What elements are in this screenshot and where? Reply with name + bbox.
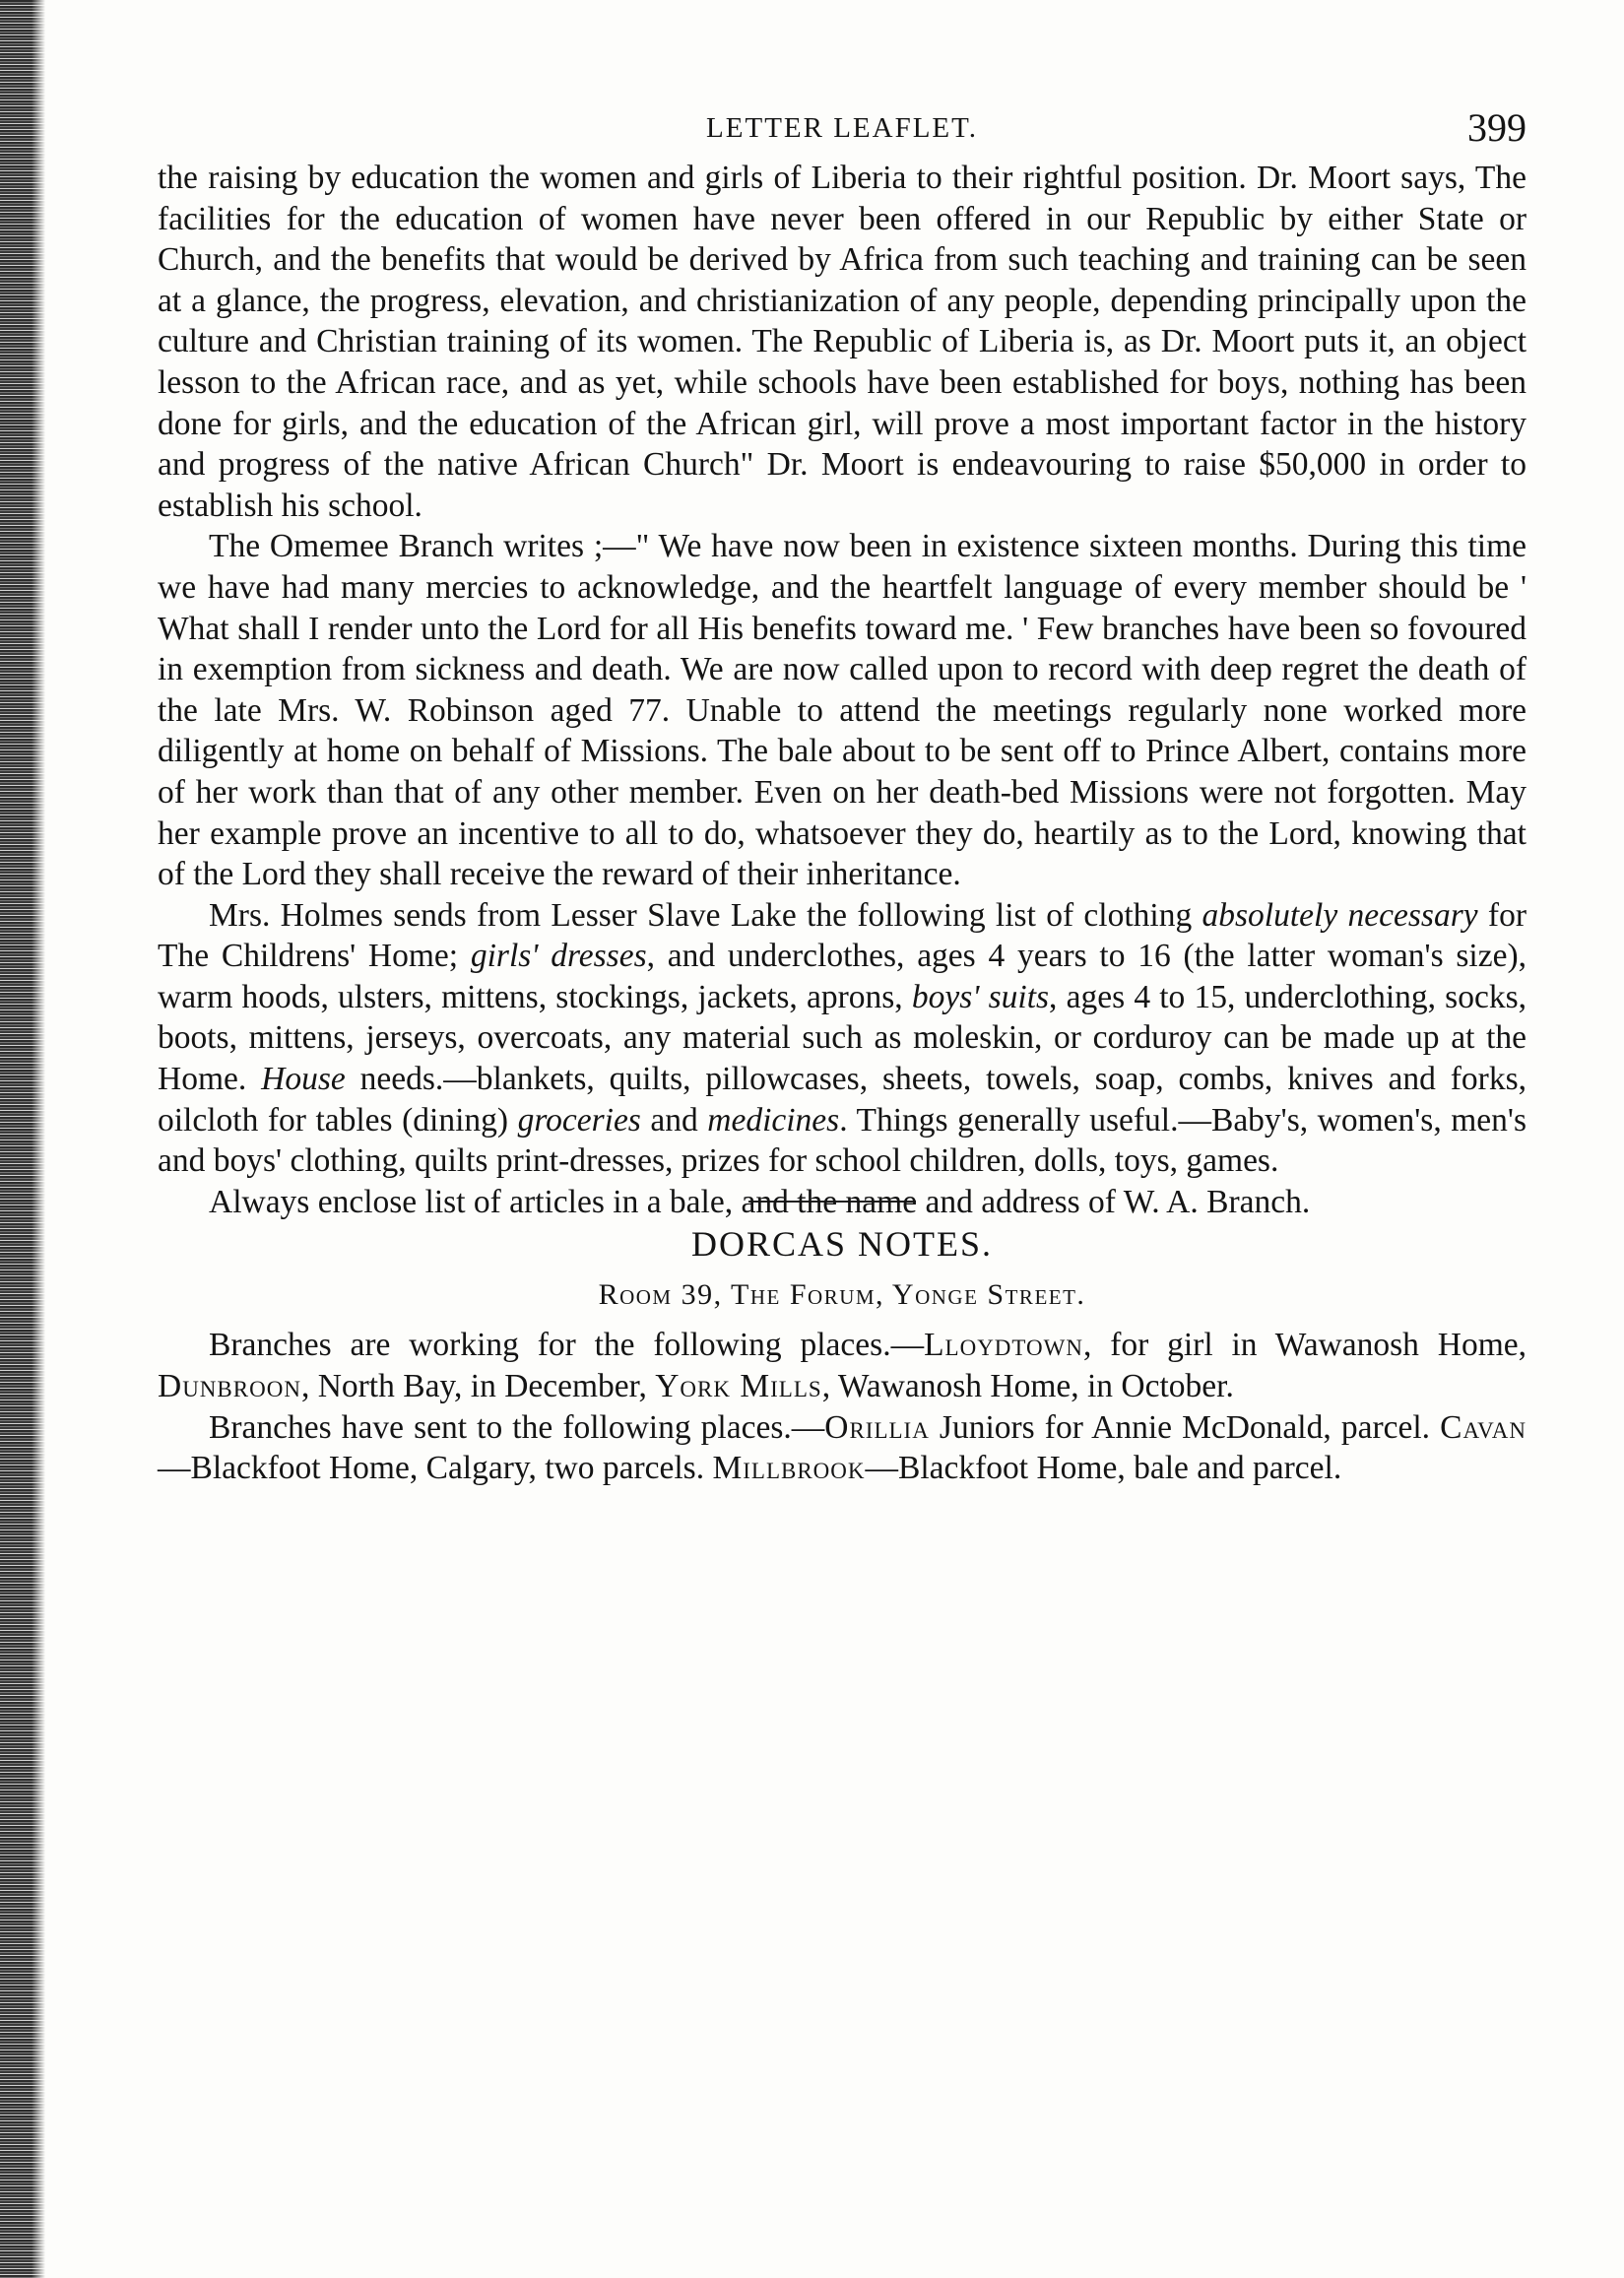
paragraph-omemee-branch: The Omemee Branch writes ;—" We have now been in existence sixteen months. During this time we have had many mercies to acknowledge, and the heartfelt language of every member should be ' What shall I render unto the Lord for all His benefits toward me. ' Few branches have been so fovoured in exemption from sickness and death. We are now called upon to record with deep regret the death of the late Mrs. W. Robinson aged 77. Unable to attend the meetings regularly none worked more diligently at home on behalf of Missions. The bale about to be sent off to Prince Albert, contains more of her work than that of any other member. Even on her death-bed Missions were not forgotten. May her example prove an incentive to all to do, whatsoever they do, heartily as to the Lord, knowing that of the Lord they shall receive the reward of their inheritance. [158, 528, 1527, 893]
section-subtitle-address: Room 39, The Forum, Yonge Street. [598, 1278, 1086, 1312]
text-run: Mrs. Holmes sends from Lesser Slave Lake the following list of clothing [209, 896, 1202, 934]
italic-run: boys' suits [911, 978, 1050, 1015]
text-run: for The Childrens' Home; [158, 896, 1527, 975]
italic-run: medicines [707, 1101, 840, 1139]
paragraph-branches-working [158, 1325, 1527, 1406]
place-name: Lloydtown [924, 1327, 1083, 1364]
running-title: LETTER LEAFLET. [706, 112, 978, 144]
place-name: Millbrook [712, 1450, 866, 1487]
text-run: Branches have sent to the following places.— [209, 1408, 825, 1446]
paragraph-liberia: the raising by education the women and girls of Liberia to their rightful position. Dr. Moort says, The facilities for the education of women have never been offered in our Republic by either State or Church, and the benefits that would be derived by Africa from such teaching and training can be seen at a glance, the progress, elevation, and christianization of any people, depending principally upon the culture and Christian training of its women. The Republic of Liberia is, as Dr. Moort puts it, an object lesson to the African race, and as yet, while schools have been established for boys, nothing has been done for girls, and the education of the African girl, will prove a most important factor in the history and progress of the native African Church" Dr. Moort is endeavouring to raise $50,000 in order to establish his school. [158, 160, 1527, 524]
section-title-dorcas-notes: DORCAS NOTES. [690, 1224, 994, 1265]
page-number: 399 [1467, 105, 1527, 150]
page-binding-edge [0, 0, 45, 2278]
text-run: , and underclothes, ages 4 years to 16 (the latter woman's size), warm hoods, ulsters, mittens, stockings, jackets, aprons, [158, 938, 1527, 1015]
place-name: Orillia [824, 1408, 930, 1446]
text-run: Juniors for Annie McDonald, parcel. [929, 1408, 1441, 1446]
running-head [158, 98, 1527, 158]
text-run: Branches are working for the following places.— [209, 1327, 925, 1364]
text-run: , Wawanosh Home, in October. [821, 1368, 1234, 1405]
italic-run: House [261, 1061, 346, 1098]
place-name: York Mills [655, 1368, 822, 1405]
paragraph-branches-sent [158, 1407, 1527, 1489]
text-run: , ages 4 to 15, underclothing, socks, boots, mittens, jerseys, overcoats, any material such as moleskin, or corduroy can be made up at the Home. [158, 978, 1527, 1098]
paragraph-bale-instructions: Always enclose list of articles in a bale, and the name and address of W. A. Branch. [209, 1183, 1311, 1220]
place-name: Dunbroon [158, 1368, 301, 1405]
paragraph-slave-lake-list [158, 895, 1527, 1182]
text-run: needs.—blankets, quilts, pillowcases, sheets, towels, soap, combs, knives and forks, oilcloth for tables (dining) [158, 1061, 1527, 1139]
text-run: . Things generally useful.—Baby's, women's, men's and boys' clothing, quilts print-dresses, prizes for school children, dolls, toys, games. [158, 1101, 1527, 1180]
italic-run: absolutely necessary [1202, 896, 1478, 934]
text-run: , for girl in Wawanosh Home, [1082, 1327, 1527, 1364]
text-run: —Blackfoot Home, bale and parcel. [865, 1450, 1342, 1487]
page [158, 98, 1527, 1489]
italic-run: girls' dresses [470, 938, 647, 975]
text-run: and [640, 1101, 708, 1139]
text-run: —Blackfoot Home, Calgary, two parcels. [158, 1450, 713, 1487]
place-name: Cavan [1440, 1408, 1527, 1446]
article-body [158, 158, 1527, 1489]
italic-run: groceries [517, 1101, 641, 1139]
text-run: , North Bay, in December, [300, 1368, 656, 1405]
